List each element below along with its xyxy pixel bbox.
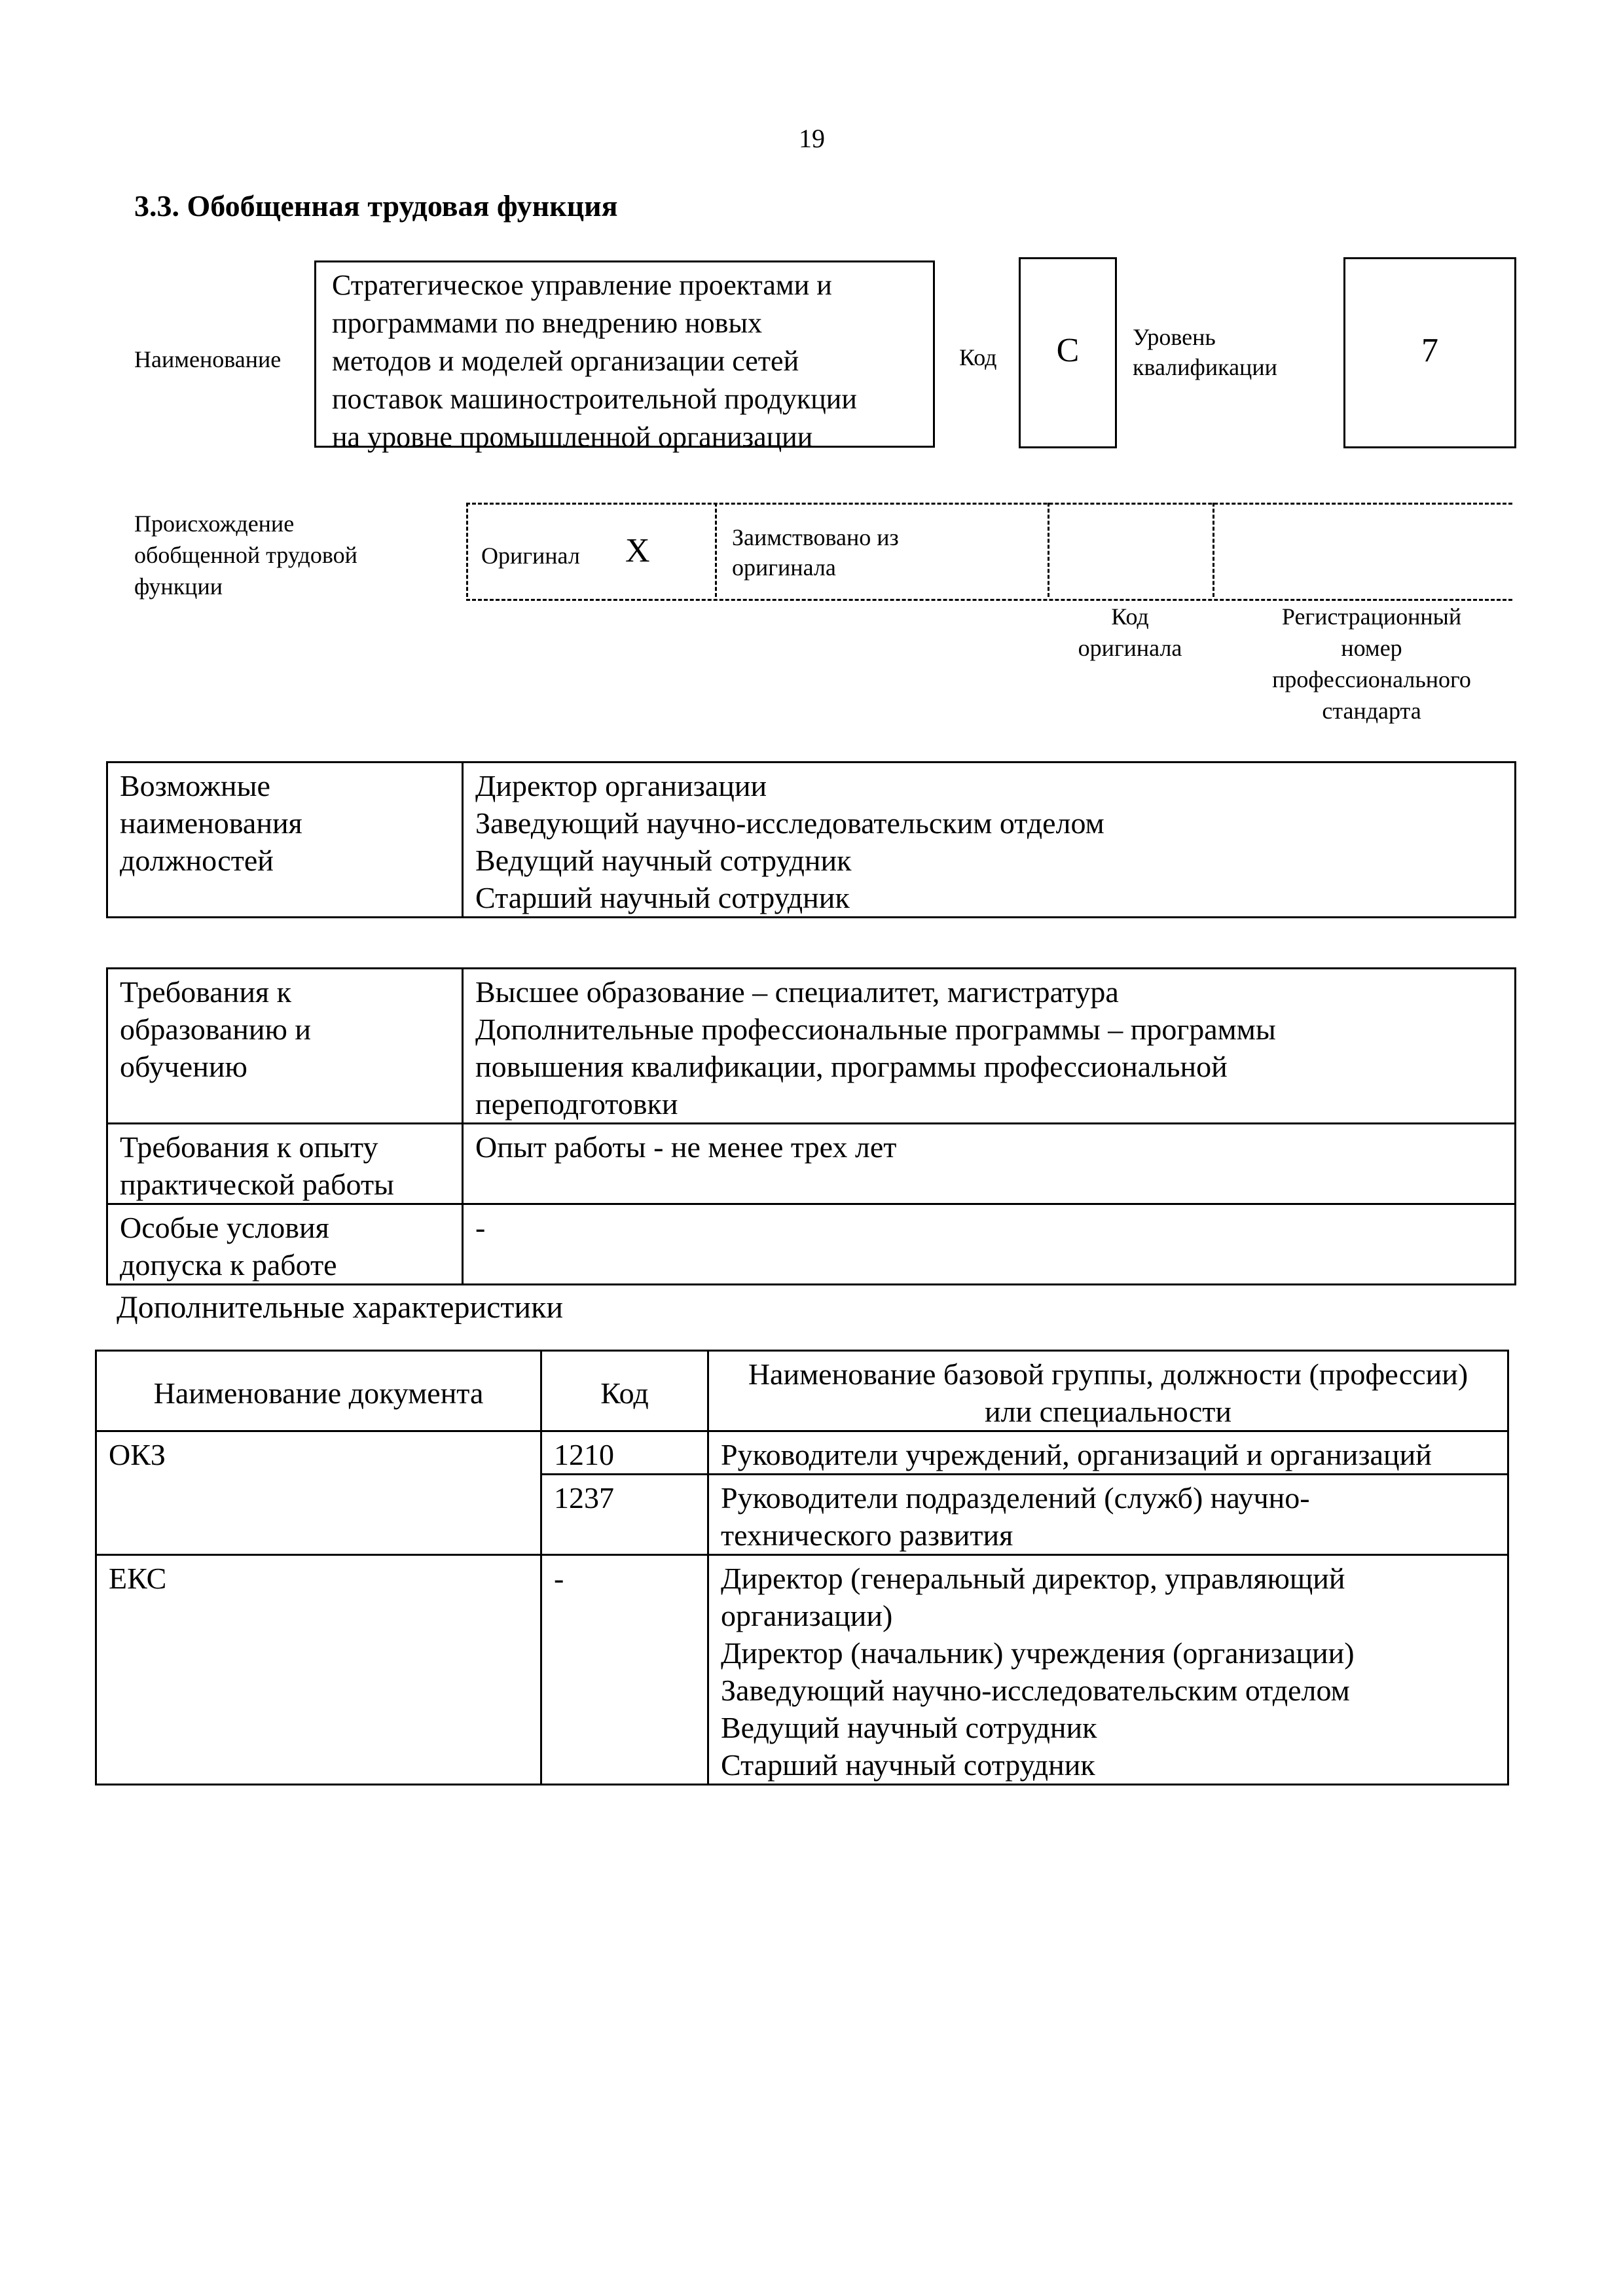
caption-line: оригинала	[1078, 635, 1182, 661]
function-name-line: методов и моделей организации сетей	[332, 345, 799, 377]
requirement-value-line: переподготовки	[475, 1087, 678, 1121]
requirement-label-line: обучению	[120, 1050, 247, 1083]
eks-name-line: Директор (начальник) учреждения (организации)	[721, 1636, 1355, 1670]
original-mark: X	[625, 532, 650, 569]
requirement-label	[107, 969, 463, 1124]
additional-title: Дополнительные характеристики	[117, 1290, 564, 1325]
caption-line: номер	[1341, 635, 1402, 661]
requirement-label-line: практической работы	[120, 1168, 394, 1201]
requirement-value-line: Опыт работы - не менее трех лет	[475, 1130, 897, 1164]
okz-name-line: Руководители учреждений, организаций и организаций	[721, 1438, 1432, 1471]
requirement-label-line: Особые условия	[120, 1211, 329, 1244]
header-code: Код	[541, 1351, 708, 1431]
origin-divider	[715, 503, 717, 597]
position-item: Ведущий научный сотрудник	[475, 844, 852, 877]
requirement-label-line: Требования к	[120, 975, 291, 1009]
header-group	[708, 1351, 1508, 1431]
eks-name-line: Ведущий научный сотрудник	[721, 1711, 1097, 1744]
positions-label-line: должностей	[120, 844, 274, 877]
requirement-label-line: Требования к опыту	[120, 1130, 378, 1164]
code-value: C	[1056, 332, 1080, 369]
requirement-value-line: повышения квалификации, программы профессиональной	[475, 1050, 1228, 1083]
borrowed-label	[732, 522, 899, 583]
section-title: 3.3. Обобщенная трудовая функция	[134, 189, 618, 223]
code-label: Код	[959, 344, 997, 370]
eks-name-line: Заведующий научно-исследовательским отделом	[721, 1674, 1350, 1707]
requirement-value	[463, 969, 1516, 1124]
position-item: Заведующий научно-исследовательским отделом	[475, 806, 1104, 840]
table-row	[96, 1555, 1508, 1785]
okz-code: 1237	[541, 1475, 708, 1555]
level-label	[1133, 322, 1277, 382]
eks-name-line: Старший научный сотрудник	[721, 1748, 1095, 1782]
requirement-value-line: Высшее образование – специалитет, магистратура	[475, 975, 1119, 1009]
eks-code: -	[541, 1555, 708, 1785]
okz-name-line: технического развития	[721, 1518, 1013, 1552]
code-original-caption	[1048, 601, 1213, 664]
caption-line: профессионального	[1272, 666, 1471, 692]
function-name-line: Стратегическое управление проектами и	[332, 269, 832, 301]
requirement-row	[107, 1204, 1516, 1285]
header-doc: Наименование документа	[96, 1351, 541, 1431]
requirement-value	[463, 1204, 1516, 1285]
origin-frame	[466, 503, 1512, 601]
level-value: 7	[1421, 332, 1438, 369]
positions-list	[463, 762, 1516, 918]
table-row	[96, 1431, 1508, 1475]
origin-label-line: обобщенной трудовой	[134, 542, 357, 568]
function-name-line: программами по внедрению новых	[332, 307, 763, 339]
origin-label-line: Происхождение	[134, 511, 295, 537]
requirement-label	[107, 1204, 463, 1285]
eks-doc: ЕКС	[96, 1555, 541, 1785]
eks-name	[708, 1555, 1508, 1785]
position-item: Старший научный сотрудник	[475, 881, 850, 914]
okz-doc: ОКЗ	[96, 1431, 541, 1555]
positions-label-line: Возможные	[120, 769, 270, 802]
requirement-value-line: Дополнительные профессиональные программы – программы	[475, 1013, 1276, 1046]
requirement-label-line: образованию и	[120, 1013, 311, 1046]
okz-name-line: Руководители подразделений (служб) научно-	[721, 1481, 1310, 1515]
origin-divider	[1048, 503, 1049, 597]
requirement-row	[107, 969, 1516, 1124]
level-label-line: Уровень	[1133, 324, 1216, 350]
level-box	[1343, 257, 1516, 448]
position-item: Директор организации	[475, 769, 767, 802]
caption-line: Регистрационный	[1281, 603, 1462, 630]
requirement-value-line: -	[475, 1211, 486, 1244]
borrowed-label-line: оригинала	[732, 554, 836, 581]
borrowed-label-line: Заимствовано из	[732, 524, 899, 550]
positions-label-line: наименования	[120, 806, 302, 840]
caption-line: Код	[1111, 603, 1149, 630]
header-group-line: или специальности	[984, 1395, 1232, 1428]
origin-label	[134, 508, 357, 602]
requirements-table	[106, 967, 1516, 1285]
reg-number-caption	[1231, 601, 1512, 726]
name-label: Наименование	[134, 346, 282, 372]
function-name-box	[314, 260, 935, 453]
origin-divider	[1213, 503, 1214, 597]
okz-code: 1210	[541, 1431, 708, 1475]
okz-name	[708, 1475, 1508, 1555]
page-number: 19	[799, 124, 825, 153]
additional-table	[95, 1350, 1509, 1785]
positions-label	[107, 762, 463, 918]
requirement-label-line: допуска к работе	[120, 1248, 337, 1282]
header-group-line: Наименование базовой группы, должности (профессии)	[748, 1357, 1468, 1391]
function-name-line: на уровне промышленной организации	[332, 421, 813, 453]
requirement-label	[107, 1124, 463, 1204]
function-name-line: поставок машиностроительной продукции	[332, 383, 857, 415]
positions-table	[106, 761, 1516, 918]
requirement-value	[463, 1124, 1516, 1204]
origin-divider	[466, 503, 468, 597]
caption-line: стандарта	[1322, 698, 1421, 724]
origin-label-line: функции	[134, 573, 223, 600]
level-label-line: квалификации	[1133, 354, 1277, 380]
requirement-row	[107, 1124, 1516, 1204]
okz-name	[708, 1431, 1508, 1475]
original-label: Оригинал	[481, 543, 580, 569]
code-box	[1019, 257, 1117, 448]
eks-name-line: организации)	[721, 1599, 893, 1632]
eks-name-line: Директор (генеральный директор, управляющий	[721, 1562, 1345, 1595]
